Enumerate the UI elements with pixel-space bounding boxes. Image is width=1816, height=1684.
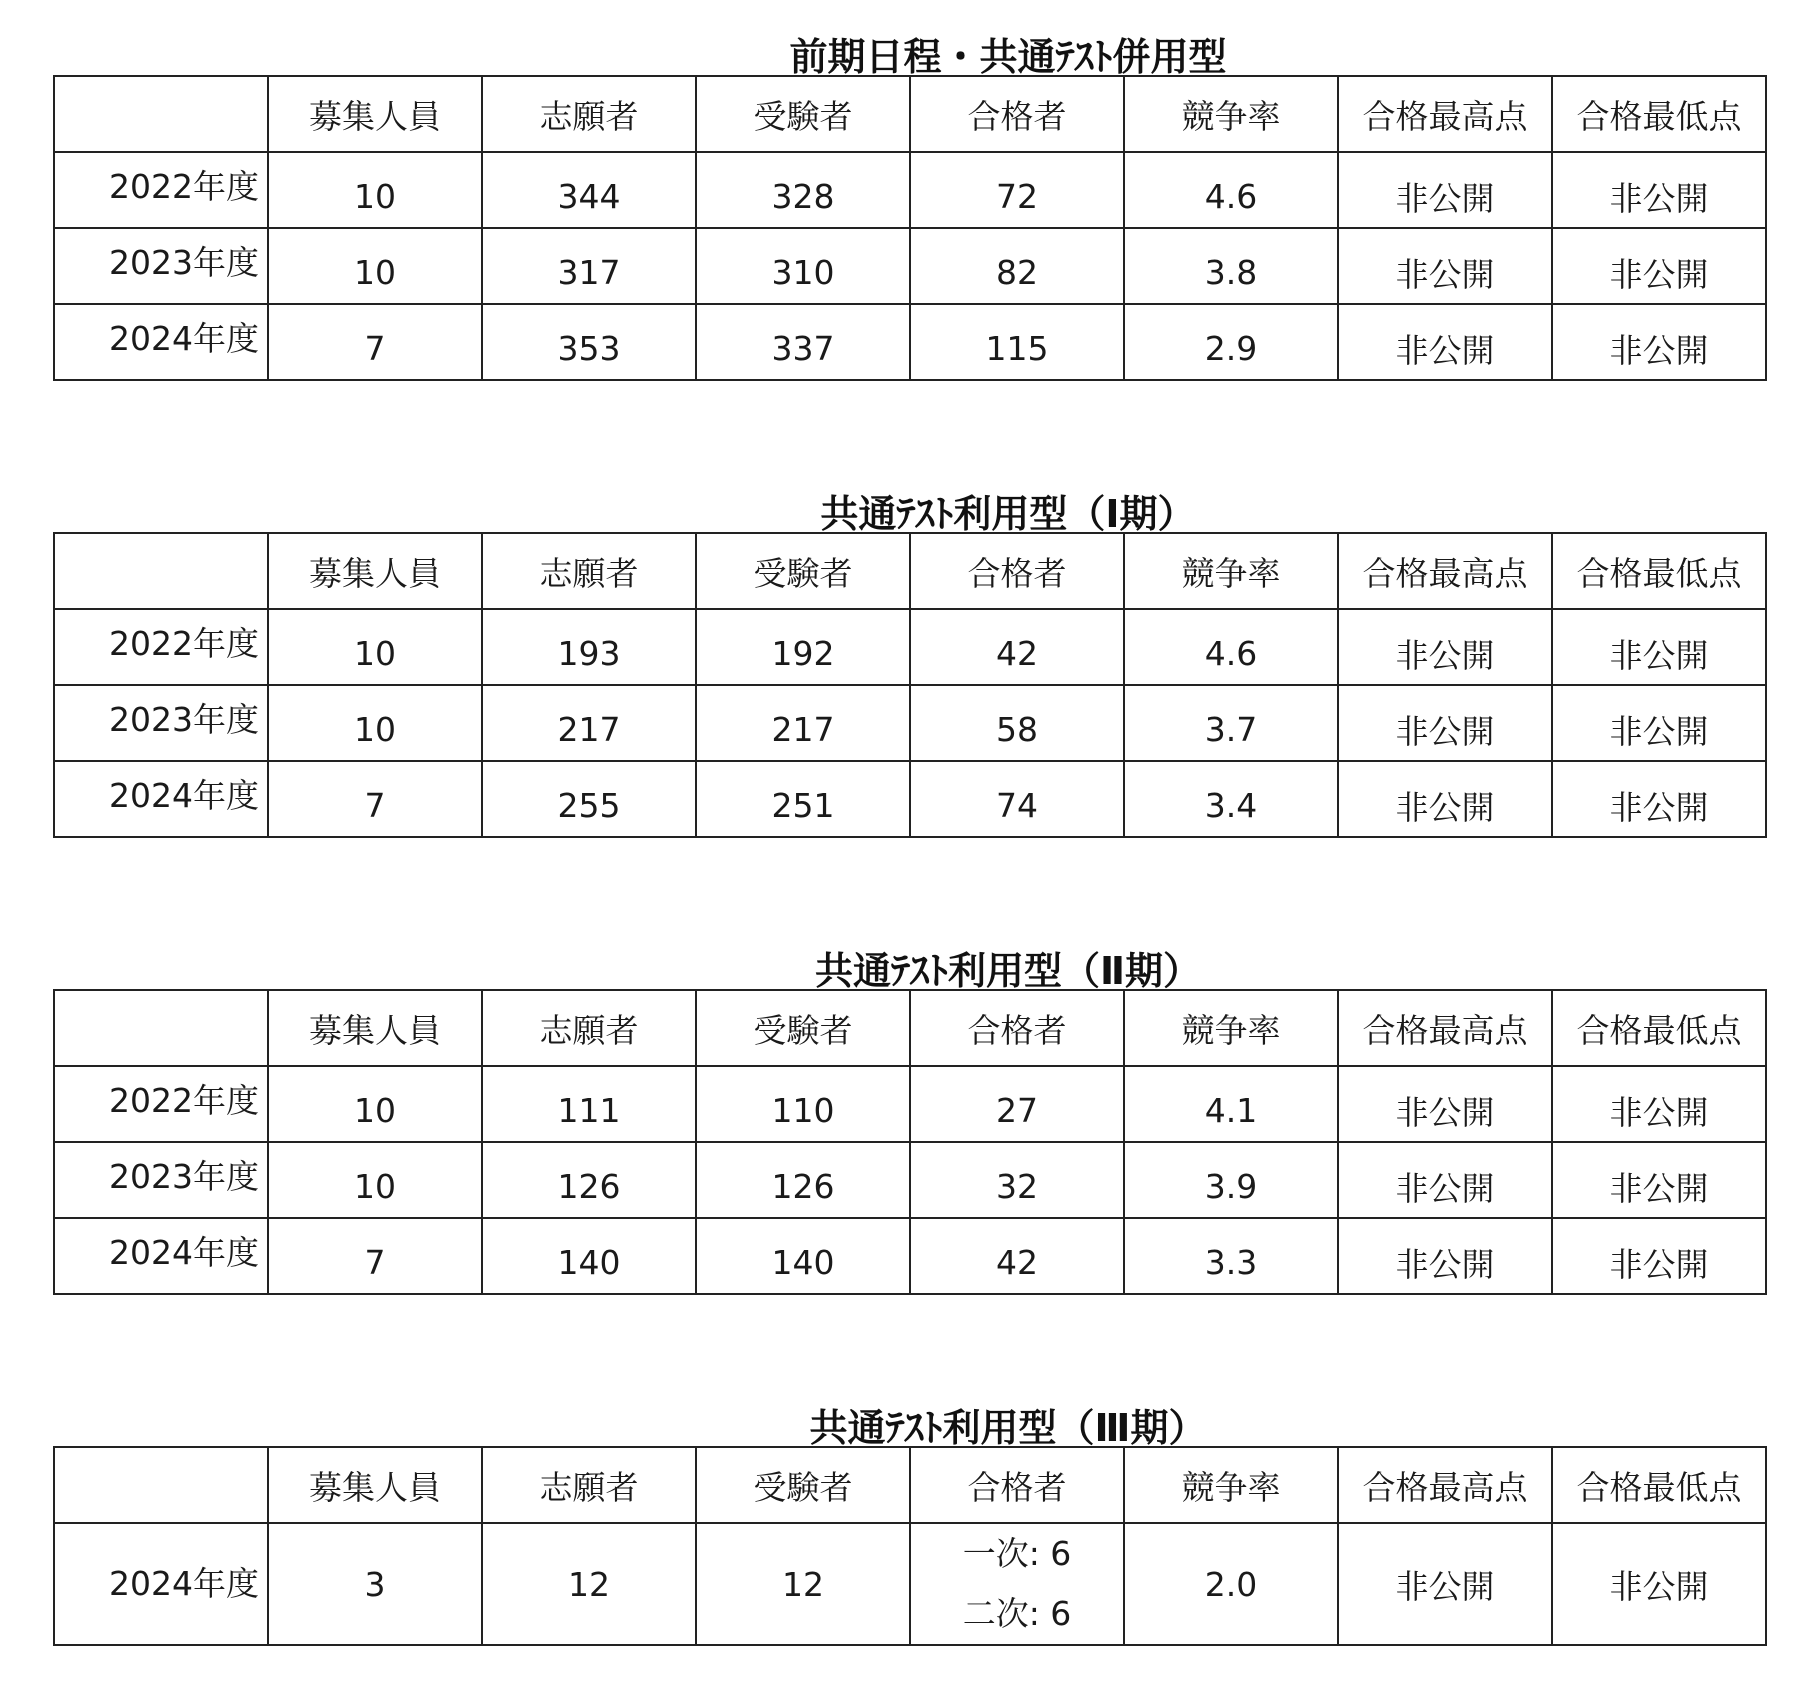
- capacity-cell: 10: [268, 152, 482, 228]
- year-label: 2024年度: [54, 304, 268, 380]
- results-table: [53, 75, 1767, 381]
- min-score-cell: 非公開: [1552, 761, 1766, 837]
- year-label: 2024年度: [54, 1523, 268, 1645]
- passed-cell: 42: [910, 609, 1124, 685]
- min-score-cell: 非公開: [1552, 685, 1766, 761]
- min-score-cell: 非公開: [1552, 1523, 1766, 1645]
- capacity-cell: 3: [268, 1523, 482, 1645]
- table-row: [54, 228, 1766, 304]
- column-header: 受験者: [696, 76, 910, 152]
- section-title: 前期日程・共通ﾃｽﾄ併用型: [789, 35, 1227, 79]
- examinees-cell: 217: [696, 685, 910, 761]
- max-score-cell: 非公開: [1338, 1218, 1552, 1294]
- min-score-cell: 非公開: [1552, 304, 1766, 380]
- corner-cell: [54, 990, 268, 1066]
- max-score-cell: 非公開: [1338, 228, 1552, 304]
- min-score-cell: 非公開: [1552, 1142, 1766, 1218]
- table-row: [54, 685, 1766, 761]
- table-row: [54, 1066, 1766, 1142]
- capacity-cell: 10: [268, 685, 482, 761]
- applicants-cell: 255: [482, 761, 696, 837]
- year-label: 2023年度: [54, 228, 268, 304]
- corner-cell: [54, 1447, 268, 1523]
- capacity-cell: 10: [268, 1066, 482, 1142]
- min-score-cell: 非公開: [1552, 152, 1766, 228]
- max-score-cell: 非公開: [1338, 1523, 1552, 1645]
- header-row: [54, 76, 1766, 152]
- year-label: 2022年度: [54, 609, 268, 685]
- results-table: [53, 989, 1767, 1295]
- applicants-cell: 111: [482, 1066, 696, 1142]
- applicants-cell: 217: [482, 685, 696, 761]
- applicants-cell: 353: [482, 304, 696, 380]
- table-row: [54, 761, 1766, 837]
- header-row: [54, 533, 1766, 609]
- capacity-cell: 10: [268, 609, 482, 685]
- column-header: 受験者: [696, 990, 910, 1066]
- examinees-cell: 126: [696, 1142, 910, 1218]
- table-row: [54, 1523, 1766, 1645]
- capacity-cell: 7: [268, 761, 482, 837]
- column-header: 受験者: [696, 533, 910, 609]
- column-header: 受験者: [696, 1447, 910, 1523]
- column-header: 競争率: [1124, 990, 1338, 1066]
- min-score-cell: 非公開: [1552, 609, 1766, 685]
- examinees-cell: 140: [696, 1218, 910, 1294]
- applicants-cell: 126: [482, 1142, 696, 1218]
- applicants-cell: 317: [482, 228, 696, 304]
- section-title: 共通ﾃｽﾄ利用型（Ⅰ期）: [820, 492, 1196, 536]
- passed-cell: 74: [910, 761, 1124, 837]
- passed-cell: 72: [910, 152, 1124, 228]
- column-header: 合格最高点: [1338, 533, 1552, 609]
- column-header: 合格最高点: [1338, 1447, 1552, 1523]
- section-title: 共通ﾃｽﾄ利用型（Ⅲ期）: [809, 1406, 1207, 1450]
- examinees-cell: 328: [696, 152, 910, 228]
- corner-cell: [54, 76, 268, 152]
- max-score-cell: 非公開: [1338, 685, 1552, 761]
- max-score-cell: 非公開: [1338, 1142, 1552, 1218]
- table-row: [54, 152, 1766, 228]
- column-header: 募集人員: [268, 1447, 482, 1523]
- passed-cell: 42: [910, 1218, 1124, 1294]
- min-score-cell: 非公開: [1552, 1066, 1766, 1142]
- column-header: 合格最高点: [1338, 76, 1552, 152]
- column-header: 志願者: [482, 1447, 696, 1523]
- year-label: 2024年度: [54, 761, 268, 837]
- min-score-cell: 非公開: [1552, 228, 1766, 304]
- passed-cell: 27: [910, 1066, 1124, 1142]
- applicants-cell: 193: [482, 609, 696, 685]
- column-header: 合格最低点: [1552, 533, 1766, 609]
- max-score-cell: 非公開: [1338, 1066, 1552, 1142]
- ratio-cell: 4.1: [1124, 1066, 1338, 1142]
- year-label: 2022年度: [54, 152, 268, 228]
- examinees-cell: 251: [696, 761, 910, 837]
- column-header: 合格最低点: [1552, 990, 1766, 1066]
- column-header: 合格最低点: [1552, 76, 1766, 152]
- max-score-cell: 非公開: [1338, 609, 1552, 685]
- applicants-cell: 140: [482, 1218, 696, 1294]
- examinees-cell: 337: [696, 304, 910, 380]
- table-row: [54, 1142, 1766, 1218]
- header-row: [54, 990, 1766, 1066]
- results-table: [53, 1446, 1767, 1646]
- column-header: 合格者: [910, 1447, 1124, 1523]
- ratio-cell: 3.3: [1124, 1218, 1338, 1294]
- column-header: 合格最低点: [1552, 1447, 1766, 1523]
- examinees-cell: 310: [696, 228, 910, 304]
- second-stage-passed: 二次: 6: [962, 1594, 1072, 1633]
- year-label: 2023年度: [54, 1142, 268, 1218]
- results-table: [53, 532, 1767, 838]
- column-header: 志願者: [482, 533, 696, 609]
- first-stage-passed: 一次: 6: [962, 1534, 1072, 1573]
- section-title: 共通ﾃｽﾄ利用型（Ⅱ期）: [814, 949, 1202, 993]
- ratio-cell: 2.0: [1124, 1523, 1338, 1645]
- column-header: 合格者: [910, 990, 1124, 1066]
- table-row: [54, 1218, 1766, 1294]
- passed-cell: [910, 1523, 1124, 1645]
- ratio-cell: 2.9: [1124, 304, 1338, 380]
- examinees-cell: 192: [696, 609, 910, 685]
- column-header: 競争率: [1124, 1447, 1338, 1523]
- capacity-cell: 7: [268, 1218, 482, 1294]
- min-score-cell: 非公開: [1552, 1218, 1766, 1294]
- table-row: [54, 609, 1766, 685]
- column-header: 競争率: [1124, 76, 1338, 152]
- year-label: 2023年度: [54, 685, 268, 761]
- examinees-cell: 110: [696, 1066, 910, 1142]
- ratio-cell: 3.9: [1124, 1142, 1338, 1218]
- column-header: 合格者: [910, 76, 1124, 152]
- passed-cell: 32: [910, 1142, 1124, 1218]
- capacity-cell: 10: [268, 228, 482, 304]
- ratio-cell: 3.7: [1124, 685, 1338, 761]
- ratio-cell: 4.6: [1124, 152, 1338, 228]
- capacity-cell: 10: [268, 1142, 482, 1218]
- ratio-cell: 3.8: [1124, 228, 1338, 304]
- column-header: 募集人員: [268, 76, 482, 152]
- ratio-cell: 3.4: [1124, 761, 1338, 837]
- year-label: 2022年度: [54, 1066, 268, 1142]
- header-row: [54, 1447, 1766, 1523]
- column-header: 競争率: [1124, 533, 1338, 609]
- applicants-cell: 344: [482, 152, 696, 228]
- examinees-cell: 12: [696, 1523, 910, 1645]
- corner-cell: [54, 533, 268, 609]
- table-row: [54, 304, 1766, 380]
- capacity-cell: 7: [268, 304, 482, 380]
- year-label: 2024年度: [54, 1218, 268, 1294]
- column-header: 志願者: [482, 990, 696, 1066]
- applicants-cell: 12: [482, 1523, 696, 1645]
- column-header: 募集人員: [268, 533, 482, 609]
- passed-cell: 115: [910, 304, 1124, 380]
- max-score-cell: 非公開: [1338, 152, 1552, 228]
- column-header: 合格最高点: [1338, 990, 1552, 1066]
- column-header: 募集人員: [268, 990, 482, 1066]
- column-header: 合格者: [910, 533, 1124, 609]
- column-header: 志願者: [482, 76, 696, 152]
- ratio-cell: 4.6: [1124, 609, 1338, 685]
- passed-cell: 82: [910, 228, 1124, 304]
- max-score-cell: 非公開: [1338, 761, 1552, 837]
- max-score-cell: 非公開: [1338, 304, 1552, 380]
- passed-cell: 58: [910, 685, 1124, 761]
